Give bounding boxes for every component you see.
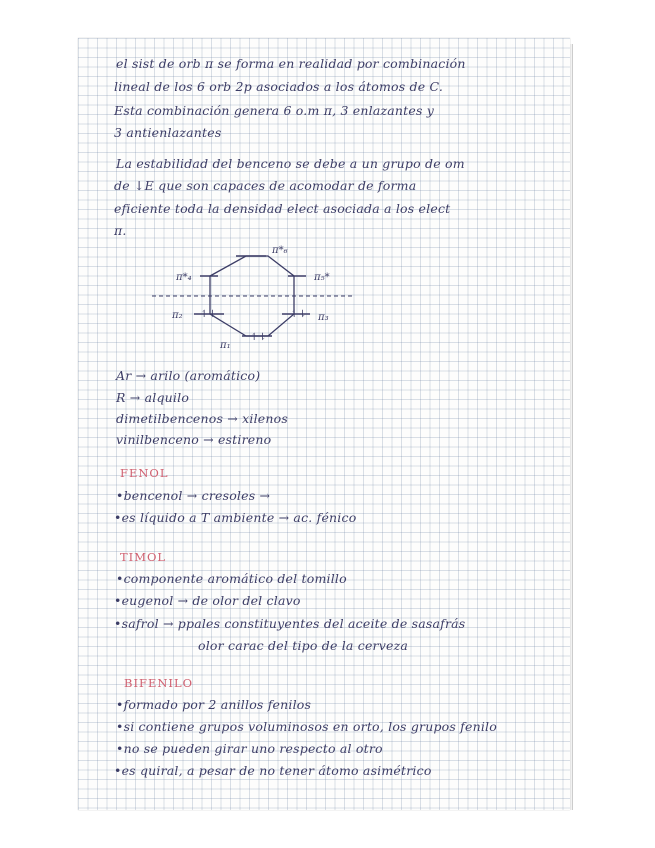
list-item: •formado por 2 anillos fenilos: [116, 697, 312, 712]
label-pi5: π₅*: [314, 272, 330, 283]
label-pi4: π*₄: [176, 272, 192, 283]
electron-pair: ↿⇂: [290, 309, 307, 320]
text-line: de ↓E que son capaces de acomodar de forma: [114, 178, 417, 193]
text-line: La estabilidad del benceno se debe a un grupo de om: [116, 156, 465, 171]
text-line: R → alquilo: [116, 390, 190, 405]
section-title: TIMOL: [120, 550, 167, 564]
text-line: vinilbenceno → estireno: [116, 432, 272, 447]
text-line: eficiente toda la densidad elect asociada a los elect: [114, 201, 451, 216]
electron-pair: ↿⇂: [200, 309, 217, 320]
text-line: Esta combinación genera 6 o.m π, 3 enlazantes y: [114, 103, 435, 118]
text-line: π.: [114, 223, 127, 238]
label-pi2: π₂: [172, 310, 183, 321]
list-item: •bencenol → cresoles →: [116, 488, 271, 503]
list-item: •es líquido a T ambiente → ac. fénico: [114, 510, 357, 525]
list-item: olor carac del tipo de la cerveza: [198, 638, 409, 653]
label-pi1: π₁: [220, 340, 231, 351]
text-line: 3 antienlazantes: [114, 125, 222, 140]
grid-notebook-page: [78, 38, 570, 810]
text-line: Ar → arilo (aromático): [116, 368, 261, 383]
electron-pair: ↿⇂: [250, 332, 267, 343]
label-pi3: π₃: [318, 312, 329, 323]
list-item: •eugenol → de olor del clavo: [114, 593, 301, 608]
section-title: FENOL: [120, 466, 169, 480]
text-line: dimetilbencenos → xilenos: [116, 411, 288, 426]
list-item: •componente aromático del tomillo: [116, 571, 347, 586]
benzene-mo-diagram: [138, 244, 368, 354]
text-line: el sist de orb π se forma en realidad por combinación: [116, 56, 466, 71]
text-line: lineal de los 6 orb 2p asociados a los átomos de C.: [114, 79, 444, 94]
section-title: BIFENILO: [124, 676, 194, 690]
list-item: •es quiral, a pesar de no tener átomo asimétrico: [114, 763, 432, 778]
label-pi6: π*₆: [272, 245, 288, 256]
list-item: •si contiene grupos voluminosos en orto, los grupos fenilo: [116, 719, 497, 734]
list-item: •no se pueden girar uno respecto al otro: [116, 741, 383, 756]
mo-diagram-svg: [138, 244, 368, 354]
list-item: •safrol → ppales constituyentes del aceite de sasafrás: [114, 616, 466, 631]
